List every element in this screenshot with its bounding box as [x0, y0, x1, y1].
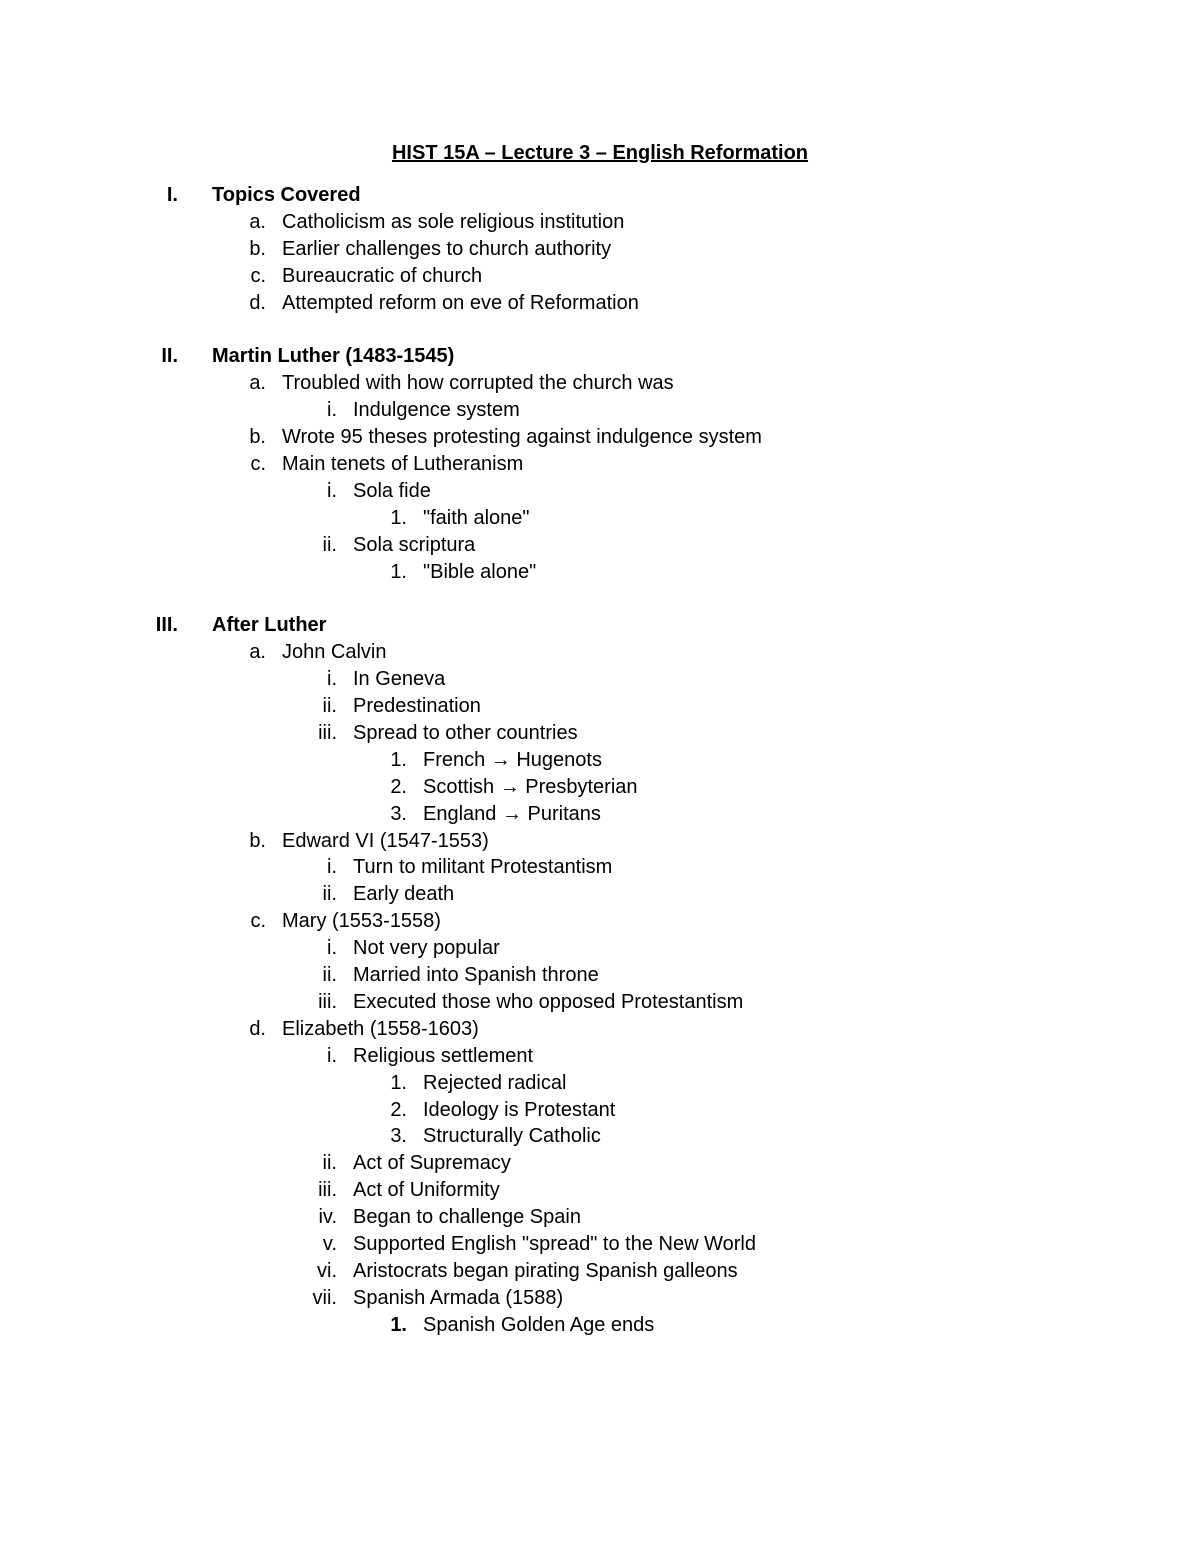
outline-marker: ii. [322, 964, 337, 986]
outline-text: Sola fide [353, 480, 431, 502]
outline-marker: 1. [390, 1314, 407, 1336]
outline-text: Not very popular [353, 937, 500, 959]
outline-text: French → Hugenots [423, 749, 602, 771]
outline-text: Bureaucratic of church [282, 265, 483, 287]
outline-text: Earlier challenges to church authority [282, 238, 612, 260]
outline-text: Act of Uniformity [353, 1179, 500, 1201]
outline-text: Act of Supremacy [353, 1152, 511, 1174]
outline-marker: ii. [322, 695, 337, 717]
outline-marker: vi. [317, 1260, 337, 1282]
outline-marker: vii. [312, 1287, 337, 1309]
outline-text: In Geneva [353, 668, 446, 690]
outline-text: "Bible alone" [423, 561, 537, 583]
outline-marker: iv. [318, 1206, 337, 1228]
outline-text: Spanish Golden Age ends [423, 1314, 655, 1336]
outline-marker: 3. [390, 803, 407, 825]
outline-marker: 1. [390, 1072, 407, 1094]
outline-marker: a. [249, 211, 266, 233]
outline-marker: ii. [322, 534, 337, 556]
outline-text: Turn to militant Protestantism [353, 856, 613, 878]
outline-text: Aristocrats began pirating Spanish galleons [353, 1260, 738, 1282]
outline-text: Structurally Catholic [423, 1125, 601, 1147]
outline-marker: a. [249, 372, 266, 394]
outline-text: Troubled with how corrupted the church was [282, 372, 674, 394]
outline-text: Religious settlement [353, 1045, 534, 1067]
outline-marker: b. [249, 830, 266, 852]
outline-text: Spanish Armada (1588) [353, 1287, 564, 1309]
outline-text: England → Puritans [423, 803, 601, 825]
outline-text: Early death [353, 883, 455, 905]
outline-marker: i. [327, 1045, 337, 1067]
outline-text: John Calvin [282, 641, 387, 663]
outline-text: Married into Spanish throne [353, 964, 599, 986]
document-title: HIST 15A – Lecture 3 – English Reformation [391, 142, 809, 164]
outline-marker: I. [166, 184, 178, 206]
outline-text: Martin Luther (1483-1545) [212, 345, 455, 367]
outline-marker: iii. [318, 991, 337, 1013]
outline-marker: II. [161, 345, 178, 367]
outline-marker: i. [327, 480, 337, 502]
outline-marker: 3. [390, 1125, 407, 1147]
outline-marker: i. [327, 856, 337, 878]
outline-marker: b. [249, 426, 266, 448]
outline-text: Edward VI (1547-1553) [282, 830, 489, 852]
outline-marker: d. [249, 292, 266, 314]
outline-marker: c. [250, 453, 266, 475]
outline-text: Executed those who opposed Protestantism [353, 991, 744, 1013]
outline-marker: a. [249, 641, 266, 663]
outline-marker: c. [250, 265, 266, 287]
outline-text: After Luther [212, 614, 327, 636]
outline-text: Main tenets of Lutheranism [282, 453, 524, 475]
outline-text: Catholicism as sole religious institution [282, 211, 625, 233]
outline-marker: v. [322, 1233, 337, 1255]
outline-marker: 2. [390, 776, 407, 798]
outline-marker: c. [250, 910, 266, 932]
outline-marker: b. [249, 238, 266, 260]
outline-text: Rejected radical [423, 1072, 567, 1094]
outline-text: Wrote 95 theses protesting against indulgence system [282, 426, 762, 448]
outline-marker: 1. [390, 749, 407, 771]
outline-text: Topics Covered [212, 184, 361, 206]
outline-marker: III. [155, 614, 178, 636]
outline-text: Began to challenge Spain [353, 1206, 581, 1228]
outline-text: Ideology is Protestant [423, 1099, 616, 1121]
outline-text: Sola scriptura [353, 534, 476, 556]
outline-marker: 1. [390, 561, 407, 583]
outline-marker: i. [327, 668, 337, 690]
outline-marker: i. [327, 399, 337, 421]
outline-marker: 2. [390, 1099, 407, 1121]
outline-text: "faith alone" [423, 507, 530, 529]
outline-text: Spread to other countries [353, 722, 578, 744]
outline-marker: d. [249, 1018, 266, 1040]
outline-marker: ii. [322, 1152, 337, 1174]
outline-text: Attempted reform on eve of Reformation [282, 292, 639, 314]
outline-marker: iii. [318, 1179, 337, 1201]
outline-text: Predestination [353, 695, 481, 717]
outline-text: Indulgence system [353, 399, 520, 421]
outline-marker: ii. [322, 883, 337, 905]
outline-marker: 1. [390, 507, 407, 529]
outline-text: Elizabeth (1558-1603) [282, 1018, 479, 1040]
outline-marker: iii. [318, 722, 337, 744]
outline-text: Mary (1553-1558) [282, 910, 441, 932]
outline-text: Supported English "spread" to the New World [353, 1233, 756, 1255]
outline-marker: i. [327, 937, 337, 959]
outline-text: Scottish → Presbyterian [423, 776, 638, 798]
